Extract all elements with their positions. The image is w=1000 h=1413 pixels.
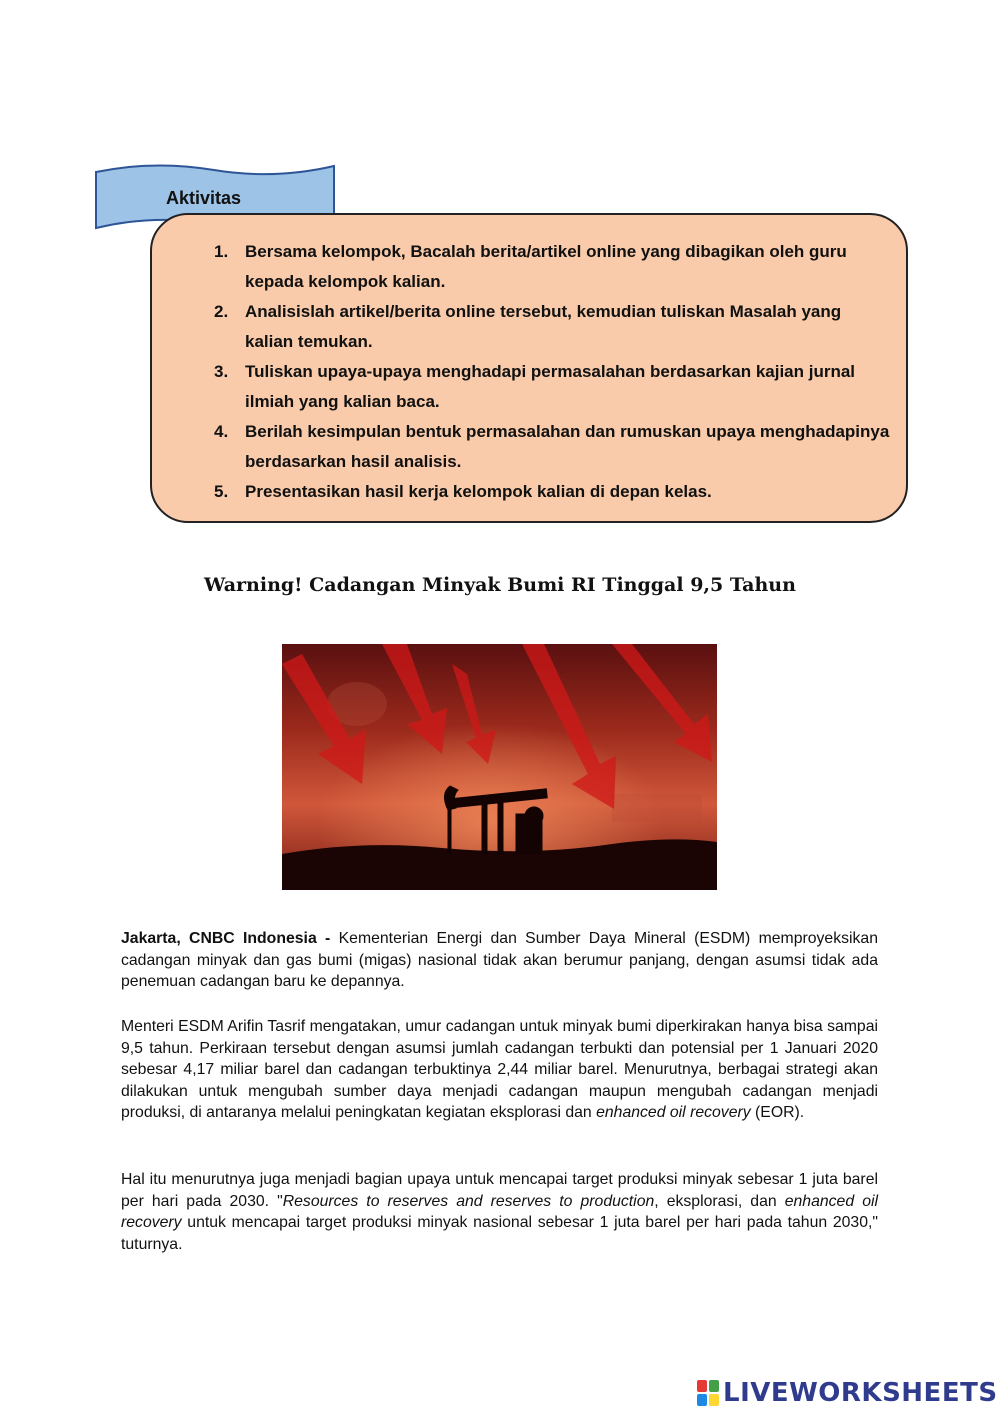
activity-item-text: Presentasikan hasil kerja kelompok kalian di depan kelas. [245,482,712,501]
activity-item-number: 2. [214,302,229,321]
paragraph-text: Hal itu menurutnya juga menjadi bagian upaya untuk mencapai target produksi minyak sebesar 1 juta barel per hari pada 2030. " [121,1171,878,1210]
activity-item-number: 1. [214,242,229,261]
article-paragraph [121,1016,878,1124]
activity-item [214,237,894,297]
liveworksheets-logo [697,1376,998,1410]
paragraph-italic: enhanced oil recovery [596,1104,751,1121]
paragraph-text: Kementerian Energi dan Sumber Daya Mineral (ESDM) memproyeksikan cadangan minyak dan gas bumi (migas) nasional tidak akan berumur panjang, dengan asumsi tidak ada penemuan cadangan baru ke depannya. [121,930,878,990]
activity-item [214,297,894,357]
activity-item-text: Analisislah artikel/berita online tersebut, kemudian tuliskan Masalah yang kalian temukan. [245,302,842,351]
liveworksheets-wordmark: LIVEWORKSHEETS [723,1378,998,1408]
activity-item-number: 3. [214,362,229,381]
activity-item-number: 5. [214,482,229,501]
activity-item-number: 4. [214,422,229,441]
activity-list [214,237,894,507]
paragraph-text: , eksplorasi, dan [654,1192,785,1210]
paragraph-text: Menteri ESDM Arifin Tasrif mengatakan, umur cadangan untuk minyak bumi diperkirakan hanya bisa sampai 9,5 tahun. Perkiraan tersebut dengan asumsi jumlah cadangan terbukti dan potensial per 1 Januari 2020 sebesar 4,17 miliar barel dan cadangan terbuktinya 2,44 miliar barel. Menurutnya, berbagai strategi akan dilakukan untuk mengubah sumber daya menjadi cadangan maupun mengubah cadangan menjadi produksi, di antaranya melalui peningkatan kegiatan eksplorasi dan [121,1018,878,1121]
paragraph-text: untuk mencapai target produksi minyak nasional sebesar 1 juta barel per hari pada tahun 2030," tuturnya. [121,1214,878,1253]
paragraph-italic: enhanced oil recovery [121,1192,879,1231]
dateline: Jakarta, CNBC Indonesia - [121,930,331,947]
paragraph-text: (EOR). [750,1104,805,1121]
activity-item [214,417,894,477]
activity-item-text: Tuliskan upaya-upaya menghadapi permasalahan berdasarkan kajian jurnal ilmiah yang kalian baca. [245,362,856,411]
paragraph-italic: Resources to reserves and reserves to production [282,1192,655,1210]
activity-box [150,213,908,523]
liveworksheets-logo-icon [697,1380,719,1406]
activity-item-text: Bersama kelompok, Bacalah berita/artikel online yang dibagikan oleh guru kepada kelompok kalian. [245,242,847,291]
activity-item-text: Berilah kesimpulan bentuk permasalahan dan rumuskan upaya menghadapinya berdasarkan hasil analisis. [245,422,890,471]
activity-item [214,477,894,507]
article-photo [282,644,717,890]
activity-label: Aktivitas [166,188,242,208]
activity-item [214,357,894,417]
article-paragraph [121,928,878,993]
article-title: Warning! Cadangan Minyak Bumi RI Tinggal 9,5 Tahun [204,574,796,596]
article-paragraph [121,1169,878,1255]
